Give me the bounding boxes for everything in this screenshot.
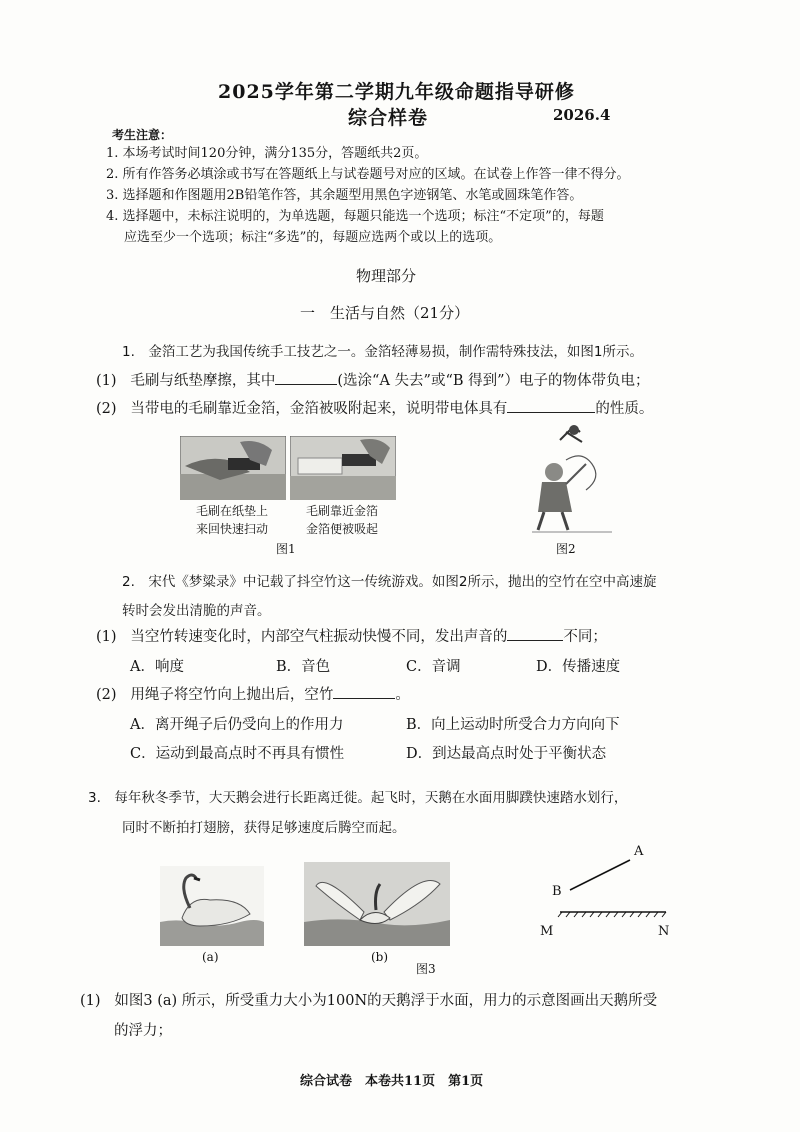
q1-sub2-text-a: 当带电的毛刷靠近金箔，金箔被吸附起来，说明带电体具有 <box>130 401 508 417</box>
q3-sub1-line2: 的浮力； <box>114 1023 172 1039</box>
segment-ba <box>570 860 630 890</box>
fig3-label: 图3 <box>416 962 436 976</box>
notice-item: 1. 本场考试时间120分钟，满分135分，答题纸共2页。 <box>106 146 428 161</box>
part-title: 物理部分 <box>356 267 417 285</box>
q1-sub1-text-b: (选涂“A 失去”或“B 得到”）电子的物体带负电； <box>337 373 650 389</box>
q2-sub1-option-a[interactable]: A．响度 <box>130 659 184 675</box>
fig1-photo-brush-lift <box>290 436 396 500</box>
q1-sub2-num: (2) <box>96 401 117 417</box>
exam-subtitle: 综合样卷 <box>348 107 429 129</box>
q2-sub2-option-c[interactable]: C．运动到最高点时不再具有惯性 <box>130 746 345 762</box>
q2-sub1-num: (1) <box>96 629 117 645</box>
q3-sub1 <box>80 990 657 1012</box>
point-b-label: B <box>552 884 562 899</box>
q2-sub1-text-a: 当空竹转速变化时，内部空气柱振动快慢不同，发出声音的 <box>130 629 508 645</box>
notice-item: 4. 选择题中，未标注说明的，为单选题，每题只能选一个选项；标注“不定项”的，每题 <box>106 209 604 224</box>
q2-sub2-option-d[interactable]: D．到达最高点时处于平衡状态 <box>406 746 607 762</box>
exam-date: 2026.4 <box>553 106 611 124</box>
q2-sub2-option-a[interactable]: A．离开绳子后仍受向上的作用力 <box>130 717 344 733</box>
q1-sub1-blank[interactable] <box>275 370 337 385</box>
q2-sub2-num: (2) <box>96 687 117 703</box>
q3-sub1-line1: 如图3 (a) 所示，所受重力大小为100N的天鹅浮于水面，用力的示意图画出天鹅所受 <box>114 993 658 1009</box>
q2-sub1 <box>96 626 607 648</box>
q2-sub2 <box>96 684 410 706</box>
q2-sub2-blank[interactable] <box>333 684 395 699</box>
fig1-photo-brush-sweep <box>180 436 286 500</box>
q3-stem-line1: 3. 每年秋冬季节，大天鹅会进行长距离迁徙。起飞时，天鹅在水面用脚蹼快速踏水划行， <box>88 790 628 806</box>
q2-sub1-option-b[interactable]: B．音色 <box>276 659 331 675</box>
notice-item: 3. 选择题和作图题用2B铅笔作答，其余题型用黑色字迹钢笔、水笔或圆珠笔作答。 <box>106 188 583 203</box>
q2-sub2-option-b[interactable]: B．向上运动时所受合力方向向下 <box>406 717 620 733</box>
notice-heading: 考生注意： <box>112 128 173 142</box>
fig3b-swan-taking-off <box>304 862 450 946</box>
page-footer: 综合试卷 本卷共11页 第1页 <box>300 1074 484 1089</box>
q2-sub2-text-b: 。 <box>395 687 410 703</box>
notice-item: 2. 所有作答务必填涂或书写在答题纸上与试卷题号对应的区域。在试卷上作答一律不得分。 <box>106 167 630 182</box>
q2-sub1-option-c[interactable]: C．音调 <box>406 659 461 675</box>
point-n-label: N <box>658 924 670 939</box>
q1-sub2-blank[interactable] <box>507 398 595 413</box>
section-title: 一 生活与自然（21分） <box>300 304 470 322</box>
notice-item: 应选至少一个选项；标注“多选”的，每题应选两个或以上的选项。 <box>124 230 502 245</box>
q1-sub2 <box>96 398 653 420</box>
point-a-label: A <box>634 844 644 859</box>
fig3b-label: (b) <box>371 950 389 964</box>
q1-sub1-text-a: 毛刷与纸垫摩擦，其中 <box>130 373 276 389</box>
q1-sub1-num: (1) <box>96 373 117 389</box>
q1-stem: 1. 金箔工艺为我国传统手工技艺之一。金箔轻薄易损，制作需特殊技法，如图1所示。 <box>122 344 643 360</box>
exam-title: 2025学年第二学期九年级命题指导研修 <box>218 81 575 103</box>
q2-sub1-text-b: 不同； <box>563 629 607 645</box>
point-m-label: M <box>540 924 554 939</box>
q3-sub1-num: (1) <box>80 993 101 1009</box>
q2-sub1-option-d[interactable]: D．传播速度 <box>536 659 621 675</box>
q2-stem-line2: 转时会发出清脆的声音。 <box>122 603 271 619</box>
q2-stem-line1: 2. 宋代《梦粱录》中记载了抖空竹这一传统游戏。如图2所示，抛出的空竹在空中高速旋 <box>122 574 657 590</box>
q3-stem-line2: 同时不断拍打翅膀，获得足够速度后腾空而起。 <box>122 820 406 836</box>
q1-sub1 <box>96 370 650 392</box>
fig3a-label: (a) <box>202 950 219 964</box>
fig2-diabolo-player <box>522 420 622 535</box>
fig2-label: 图2 <box>556 542 576 556</box>
fig1-left-caption: 毛刷在纸垫上 来回快速扫动 <box>195 504 268 536</box>
fig3a-swan-floating <box>160 866 264 946</box>
fig1-label: 图1 <box>276 542 296 556</box>
fig1-right-caption: 毛刷靠近金箔 金箔便被吸起 <box>305 504 378 536</box>
q2-sub1-blank[interactable] <box>507 626 563 641</box>
q1-sub2-text-b: 的性质。 <box>595 401 654 417</box>
q2-sub2-text-a: 用绳子将空竹向上抛出后，空竹 <box>130 687 334 703</box>
